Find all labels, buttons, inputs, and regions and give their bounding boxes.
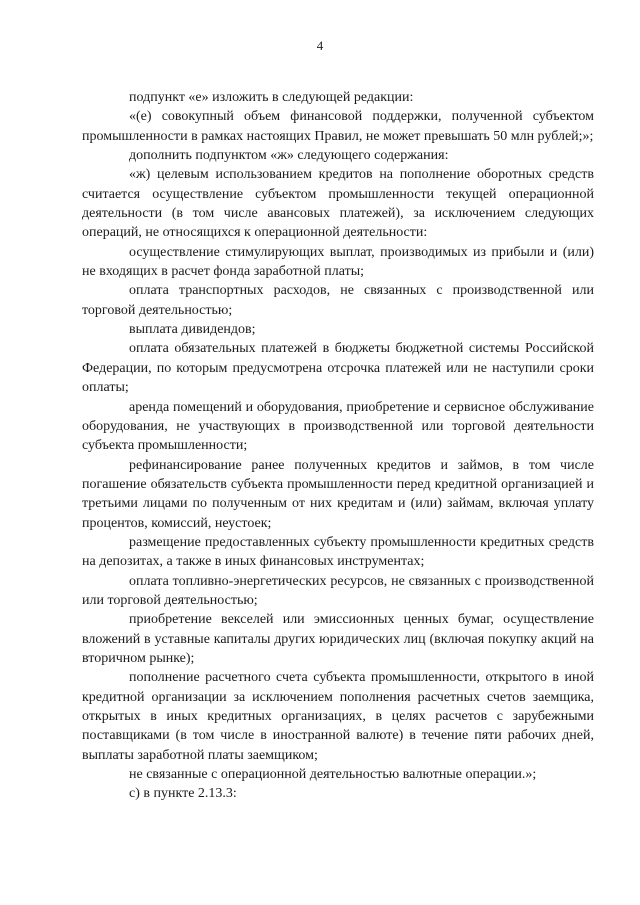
paragraph: размещение предоставленных субъекту промышленности кредитных средств на депозитах, а также в иных финансовых инструментах; bbox=[82, 534, 594, 570]
page-number: 4 bbox=[316, 38, 324, 53]
paragraph: оплата обязательных платежей в бюджеты бюджетной системы Российской Федерации, по которым предусмотрена отсрочка платежей или не наступили сроки оплаты; bbox=[82, 341, 594, 396]
paragraph: «ж) целевым использованием кредитов на пополнение оборотных средств считается осуществление субъектом промышленности текущей операционной деятельности (в том числе авансовых платежей), за исключением следующих операций, не относящихся к операционной деятельности: bbox=[82, 167, 594, 241]
paragraph: оплата транспортных расходов, не связанных с производственной или торговой деятельностью; bbox=[82, 283, 594, 318]
paragraph: «(е) совокупный объем финансовой поддержки, полученной субъектом промышленности в рамках настоящих Правил, не может превышать 50 млн рублей;»; bbox=[82, 109, 594, 144]
document-body bbox=[82, 88, 594, 804]
paragraph: пополнение расчетного счета субъекта промышленности, открытого в иной кредитной организации за исключением пополнения расчетных счетов заемщика, открытых в иных кредитных организациях, в целях расчетов с зарубежными поставщиками (в том числе в иностранной валюте) в течение пяти рабочих дней, выплаты заработной платы заемщиком; bbox=[82, 670, 594, 763]
paragraph: подпункт «е» изложить в следующей редакции: bbox=[129, 90, 414, 105]
paragraph: аренда помещений и оборудования, приобретение и сервисное обслуживание оборудования, не участвующих в производственной или торговой деятельности субъекта промышленности; bbox=[82, 399, 594, 454]
paragraph: дополнить подпунктом «ж» следующего содержания: bbox=[129, 148, 449, 164]
paragraph: оплата топливно-энергетических ресурсов, не связанных с производственной или торговой деятельностью; bbox=[82, 573, 594, 608]
paragraph: не связанные с операционной деятельностью валютные операции.»; bbox=[129, 767, 537, 783]
paragraph: рефинансирование ранее полученных кредитов и займов, в том числе погашение обязательств субъекта промышленности перед кредитной организацией и третьими лицами по полученным от них кредитам и (или) займам, включая уплату процентов, комиссий, неустоек; bbox=[82, 457, 594, 531]
paragraph: выплата дивидендов; bbox=[129, 322, 256, 338]
paragraph: с) в пункте 2.13.3: bbox=[129, 786, 237, 802]
paragraph: приобретение векселей или эмиссионных ценных бумаг, осуществление вложений в уставные капиталы других юридических лиц (включая покупку акций на вторичном рынке); bbox=[82, 612, 594, 666]
paragraph: осуществление стимулирующих выплат, производимых из прибыли и (или) не входящих в расчет фонда заработной платы; bbox=[82, 244, 594, 280]
